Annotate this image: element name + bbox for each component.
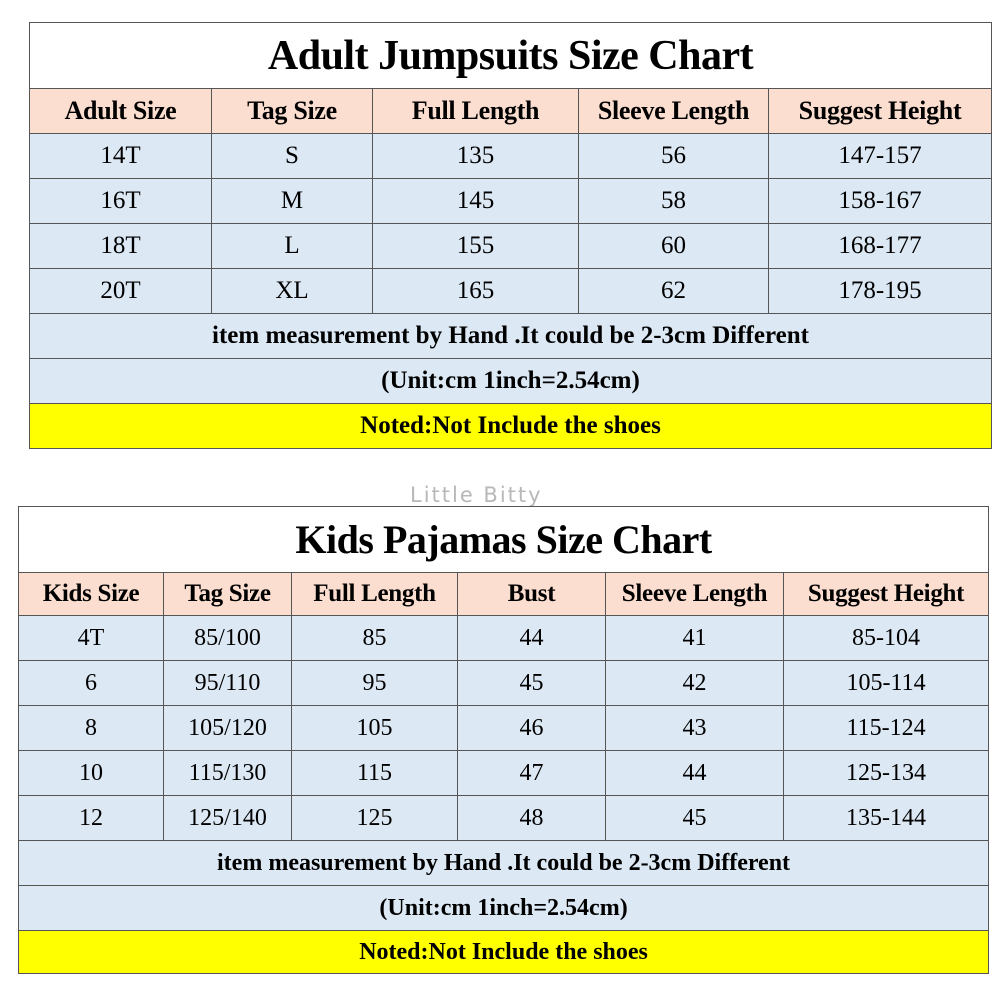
table-cell: 16T (30, 179, 212, 224)
table-cell: 135 (373, 134, 579, 179)
table-cell: 145 (373, 179, 579, 224)
table-cell: S (212, 134, 373, 179)
kids-size-chart (18, 506, 989, 974)
header-cell: Bust (458, 573, 606, 616)
table-cell: 168-177 (769, 224, 992, 269)
table-row (19, 706, 989, 751)
table-cell: 14T (30, 134, 212, 179)
table-cell: 125/140 (164, 796, 292, 841)
table-cell: 115-124 (784, 706, 989, 751)
table-cell: XL (212, 269, 373, 314)
table-row (30, 179, 992, 224)
header-cell: Full Length (373, 89, 579, 134)
table-cell: 41 (606, 616, 784, 661)
table-cell: 115/130 (164, 751, 292, 796)
table-cell: 8 (19, 706, 164, 751)
table-cell: 6 (19, 661, 164, 706)
watermark-logo: Little Bitty (410, 483, 543, 507)
header-cell: Full Length (292, 573, 458, 616)
table-cell: 155 (373, 224, 579, 269)
table-row (30, 134, 992, 179)
table-cell: 42 (606, 661, 784, 706)
table-cell: 48 (458, 796, 606, 841)
table-cell: 178-195 (769, 269, 992, 314)
shoes-note: Noted:Not Include the shoes (30, 404, 992, 449)
table-cell: 105 (292, 706, 458, 751)
table-cell: 58 (579, 179, 769, 224)
table-row (19, 751, 989, 796)
table-cell: L (212, 224, 373, 269)
table-cell: 60 (579, 224, 769, 269)
table-cell: 95/110 (164, 661, 292, 706)
kids-chart-title: Kids Pajamas Size Chart (19, 507, 989, 573)
table-row (30, 224, 992, 269)
adult-chart-title: Adult Jumpsuits Size Chart (30, 23, 992, 89)
table-cell: 45 (606, 796, 784, 841)
header-cell: Sleeve Length (606, 573, 784, 616)
header-cell: Suggest Height (769, 89, 992, 134)
table-cell: 45 (458, 661, 606, 706)
table-cell: 158-167 (769, 179, 992, 224)
table-cell: 12 (19, 796, 164, 841)
header-cell: Sleeve Length (579, 89, 769, 134)
table-cell: 56 (579, 134, 769, 179)
header-cell: Tag Size (164, 573, 292, 616)
table-cell: 46 (458, 706, 606, 751)
table-cell: 135-144 (784, 796, 989, 841)
table-cell: 125-134 (784, 751, 989, 796)
table-cell: M (212, 179, 373, 224)
table-cell: 147-157 (769, 134, 992, 179)
table-cell: 62 (579, 269, 769, 314)
header-cell: Adult Size (30, 89, 212, 134)
table-cell: 44 (606, 751, 784, 796)
table-cell: 105-114 (784, 661, 989, 706)
table-cell: 10 (19, 751, 164, 796)
table-cell: 105/120 (164, 706, 292, 751)
table-row (30, 269, 992, 314)
table-row (19, 661, 989, 706)
table-cell: 85-104 (784, 616, 989, 661)
table-cell: 47 (458, 751, 606, 796)
unit-note: (Unit:cm 1inch=2.54cm) (19, 886, 989, 931)
unit-note: (Unit:cm 1inch=2.54cm) (30, 359, 992, 404)
table-row (19, 616, 989, 661)
table-cell: 20T (30, 269, 212, 314)
header-cell: Suggest Height (784, 573, 989, 616)
table-cell: 4T (19, 616, 164, 661)
table-cell: 43 (606, 706, 784, 751)
table-cell: 44 (458, 616, 606, 661)
table-cell: 95 (292, 661, 458, 706)
table-cell: 85 (292, 616, 458, 661)
measurement-note: item measurement by Hand .It could be 2-3cm Different (30, 314, 992, 359)
kids-header-row (19, 573, 989, 616)
table-cell: 165 (373, 269, 579, 314)
table-cell: 125 (292, 796, 458, 841)
table-row (19, 796, 989, 841)
header-cell: Kids Size (19, 573, 164, 616)
table-cell: 85/100 (164, 616, 292, 661)
shoes-note: Noted:Not Include the shoes (19, 931, 989, 974)
adult-header-row (30, 89, 992, 134)
measurement-note: item measurement by Hand .It could be 2-3cm Different (19, 841, 989, 886)
table-cell: 18T (30, 224, 212, 269)
table-cell: 115 (292, 751, 458, 796)
adult-size-chart (29, 22, 992, 449)
header-cell: Tag Size (212, 89, 373, 134)
